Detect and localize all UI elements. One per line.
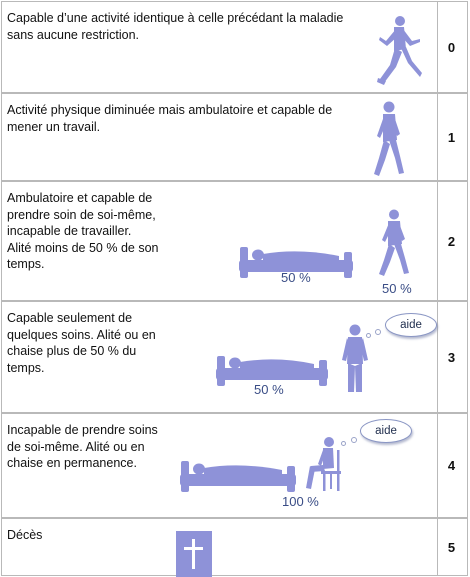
cross-grave-icon [176,531,212,577]
grade-value: 2 [447,233,456,249]
lying-in-bed-icon [216,348,328,386]
walking-percentage-label: 50 % [382,281,412,296]
row-description: Capable d’une activité identique à celle précédant la maladie sans aucune restriction. [7,11,344,42]
grade-value: 1 [447,129,456,145]
description-cell [2,302,438,412]
row-description: Ambulatoire et capable de prendre soin de soi-même, incapable de travailler. Alité moins de 50 % de son temps. [7,191,159,271]
help-speech-bubble: aide [360,419,412,443]
thought-dot [351,437,357,443]
thought-dot [366,333,371,338]
description-cell [2,2,438,92]
running-person-icon [376,15,424,87]
help-speech-bubble: aide [385,313,437,337]
row-description: Décès [7,528,43,542]
performance-status-table [1,1,468,576]
table-row [1,301,468,413]
grade-value: 5 [447,539,456,555]
grade-value: 3 [447,349,456,365]
walking-person-icon [373,100,407,178]
lying-in-bed-icon [180,452,296,492]
table-row [1,1,468,93]
description-cell [2,519,438,575]
row-description: Activité physique diminuée mais ambulatoire et capable de mener un travail. [7,103,333,134]
table-row [1,413,468,518]
bed-percentage-label: 50 % [254,382,284,397]
description-cell [2,182,438,300]
bed-percentage-label: 50 % [281,270,311,285]
chair-percentage-label: 100 % [282,494,319,509]
description-cell [2,94,438,180]
grade-value: 0 [447,39,456,55]
thought-dot [375,329,381,335]
row-description: Capable seulement de quelques soins. Alité ou en chaise plus de 50 % du temps. [7,311,156,375]
seated-person-icon [305,436,343,494]
thought-dot [341,441,346,446]
walking-person-icon [378,208,412,278]
table-row [1,518,468,576]
description-cell [2,414,438,517]
table-row [1,93,468,181]
table-row [1,181,468,301]
grade-value: 4 [447,458,456,473]
row-description: Incapable de prendre soins de soi-même. Alité ou en chaise en permanence. [7,423,158,470]
